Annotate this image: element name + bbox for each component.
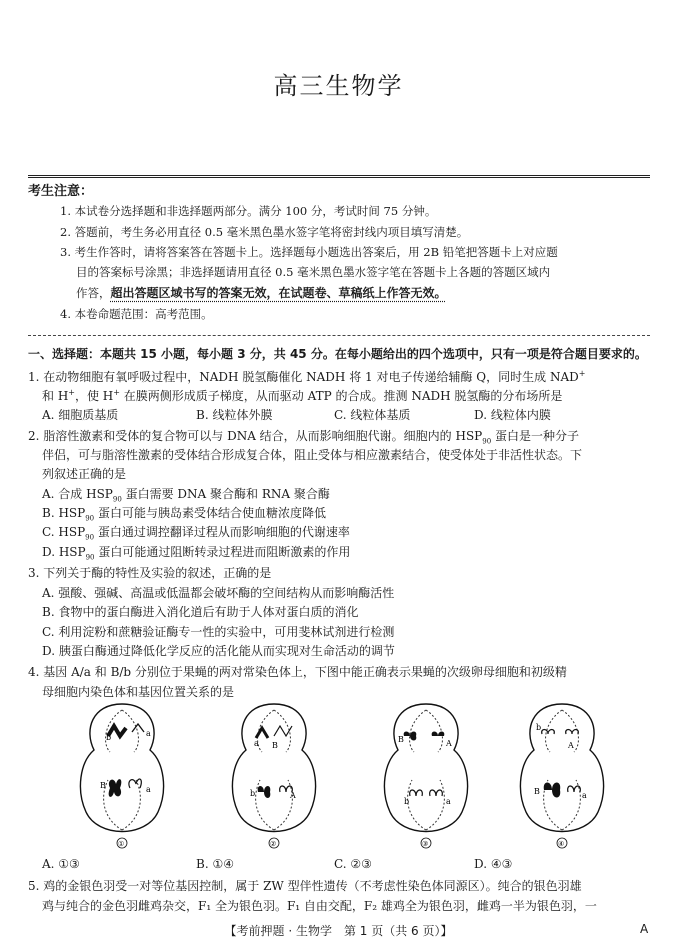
q2-b-pre: B. HSP bbox=[42, 506, 86, 520]
figure-label-3: ③ bbox=[422, 840, 429, 848]
q1-text-2b: ，使 H bbox=[74, 389, 114, 403]
q2-c-sub: 90 bbox=[85, 533, 95, 542]
page-footer: 【考前押题 · 生物学 第 1 页（共 6 页）】 bbox=[224, 924, 453, 938]
figure-label-4: ④ bbox=[558, 840, 565, 848]
cell-diagram-2 bbox=[224, 700, 324, 850]
q2-d-sub: 90 bbox=[85, 553, 95, 562]
gene-label-a: a bbox=[582, 791, 587, 800]
gene-label-b: b bbox=[404, 797, 410, 806]
q2-c-post: 蛋白通过调控翻译过程从而影响细胞的代谢速率 bbox=[94, 525, 350, 539]
q4-line-2: 母细胞内染色体和基因位置关系的是 bbox=[42, 685, 235, 699]
q3-option-a: A. 强酸、强碱、高温或低温都会破坏酶的空间结构从而影响酶活性 bbox=[42, 586, 395, 600]
cell-diagram-4 bbox=[512, 700, 612, 850]
q1-line-1 bbox=[28, 368, 585, 385]
q4-option-d: D. ④③ bbox=[474, 857, 513, 871]
notice-item-2: 2. 答题前，考生务必用直径 0.5 毫米黑色墨水签字笔将密封线内项目填写清楚。 bbox=[60, 225, 469, 239]
q1-option-c: C. 线粒体基质 bbox=[334, 408, 411, 422]
divider-top-2 bbox=[28, 177, 650, 178]
q2-option-d bbox=[42, 543, 350, 561]
q2-a-post: 蛋白需要 DNA 聚合酶和 RNA 聚合酶 bbox=[121, 487, 330, 501]
notice-item-4: 4. 本卷命题范围：高考范围。 bbox=[60, 307, 213, 321]
divider-top bbox=[28, 175, 650, 176]
gene-label-A: A bbox=[568, 741, 574, 750]
gene-label-b: b bbox=[250, 789, 256, 798]
gene-label-b: b bbox=[106, 733, 112, 742]
q1-option-b: B. 线粒体外膜 bbox=[196, 408, 273, 422]
q2-option-c bbox=[42, 523, 350, 541]
gene-label-a2: a bbox=[146, 785, 151, 794]
figure-label-2: ② bbox=[270, 840, 277, 848]
q2-b-sub: 90 bbox=[85, 514, 95, 523]
q1-sup-2b: + bbox=[113, 388, 120, 397]
q4-option-b: B. ①④ bbox=[196, 857, 234, 871]
q1-text-2a: 和 H bbox=[42, 389, 69, 403]
q4-option-c: C. ②③ bbox=[334, 857, 372, 871]
q2-c-pre: C. HSP bbox=[42, 525, 86, 539]
notice-item-3-line-3 bbox=[76, 284, 447, 301]
paper-version: A bbox=[640, 922, 649, 936]
q3-stem: 3. 下列关于酶的特性及实验的叙述，正确的是 bbox=[28, 566, 272, 580]
q1-text-2c: 在膜两侧形成质子梯度，从而驱动 ATP 的合成。推测 NADH 脱氢酶的分布场所是 bbox=[119, 389, 563, 403]
gene-label-B: B bbox=[100, 781, 106, 790]
q3-option-d: D. 胰蛋白酶通过降低化学反应的活化能从而实现对生命活动的调节 bbox=[42, 644, 395, 658]
notice-item-3-prefix: 作答， bbox=[76, 286, 111, 300]
gene-label-B: B bbox=[398, 735, 404, 744]
q5-line-2: 鸡与纯合的金色羽雌鸡杂交，F₁ 全为银色羽。F₁ 自由交配，F₂ 雄鸡全为银色羽，雌鸡一半为银色羽，一 bbox=[42, 899, 597, 913]
q2-line-1 bbox=[28, 427, 579, 445]
gene-label-A: A bbox=[446, 739, 452, 748]
cell-diagram-3 bbox=[376, 700, 476, 850]
q1-sup-2a: + bbox=[68, 388, 75, 397]
q1-text-1: 1. 在动物细胞有氧呼吸过程中，NADH 脱氢酶催化 NADH 将 1 对电子传递给辅酶 Q，同时生成 NAD bbox=[28, 370, 579, 384]
gene-label-b: b bbox=[536, 723, 542, 732]
gene-label-B: B bbox=[272, 741, 278, 750]
notice-item-3-line-2: 目的答案标号涂黑；非选择题请用直径 0.5 毫米黑色墨水签字笔在答题卡上各题的答题区域内 bbox=[76, 265, 551, 279]
gene-label-a: a bbox=[146, 729, 151, 738]
q1-option-a: A. 细胞质基质 bbox=[42, 408, 119, 422]
q4-line-1: 4. 基因 A/a 和 B/b 分别位于果蝇的两对常染色体上，下图中能正确表示果蝇的次级卵母细胞和初级精 bbox=[28, 665, 567, 679]
q2-a-pre: A. 合成 HSP bbox=[42, 487, 113, 501]
divider-notice bbox=[28, 335, 650, 336]
q2-a-sub: 90 bbox=[112, 495, 122, 504]
q1-option-d: D. 线粒体内膜 bbox=[474, 408, 551, 422]
q2-text-1b: 蛋白是一种分子 bbox=[491, 429, 580, 443]
gene-label-a: a bbox=[446, 797, 451, 806]
q2-text-1a: 2. 脂溶性激素和受体的复合物可以与 DNA 结合，从而影响细胞代谢。细胞内的 HSP bbox=[28, 429, 483, 443]
q3-option-b: B. 食物中的蛋白酶进入消化道后有助于人体对蛋白质的消化 bbox=[42, 605, 359, 619]
q1-sup: + bbox=[578, 369, 586, 378]
cell-diagram-1 bbox=[72, 700, 172, 850]
q2-line-3: 列叙述正确的是 bbox=[42, 467, 127, 481]
gene-label-A: A bbox=[290, 791, 296, 800]
q3-option-c: C. 利用淀粉和蔗糖验证酶专一性的实验中，可用斐林试剂进行检测 bbox=[42, 625, 395, 639]
figure-label-1: ① bbox=[118, 840, 125, 848]
gene-label-a: a bbox=[254, 739, 259, 748]
q1-line-2 bbox=[42, 387, 562, 404]
q4-option-a: A. ①③ bbox=[42, 857, 80, 871]
q2-d-post: 蛋白可能通过阻断转录过程进而阻断激素的作用 bbox=[94, 545, 351, 559]
notice-item-3-line-1: 3. 考生作答时，请将答案答在答题卡上。选择题每小题选出答案后，用 2B 铅笔把答题卡上对应题 bbox=[60, 245, 558, 259]
q2-sub: 90 bbox=[482, 437, 492, 446]
notice-heading: 考生注意： bbox=[28, 184, 94, 199]
q2-option-b bbox=[42, 504, 326, 522]
gene-label-B: B bbox=[534, 787, 540, 796]
q2-d-pre: D. HSP bbox=[42, 545, 86, 559]
section-heading: 一、选择题：本题共 15 小题，每小题 3 分，共 45 分。在每小题给出的四个选项中，只有一项是符合题目要求的。 bbox=[28, 347, 647, 361]
notice-item-1: 1. 本试卷分选择题和非选择题两部分。满分 100 分，考试时间 75 分钟。 bbox=[60, 204, 437, 218]
q2-b-post: 蛋白可能与胰岛素受体结合使血糖浓度降低 bbox=[94, 506, 326, 520]
q2-option-a bbox=[42, 485, 330, 503]
notice-warning: 超出答题区域书写的答案无效，在试题卷、草稿纸上作答无效。 bbox=[110, 286, 447, 300]
q5-line-1: 5. 鸡的金银色羽受一对等位基因控制，属于 ZW 型伴性遗传（不考虑性染色体同源区）。纯合的银色羽雄 bbox=[28, 879, 582, 893]
q2-line-2: 伴侣，可与脂溶性激素的受体结合形成复合体，阻止受体与相应激素结合，使受体处于非活性状态。下 bbox=[42, 448, 583, 462]
page-title: 高三生物学 bbox=[273, 72, 404, 100]
